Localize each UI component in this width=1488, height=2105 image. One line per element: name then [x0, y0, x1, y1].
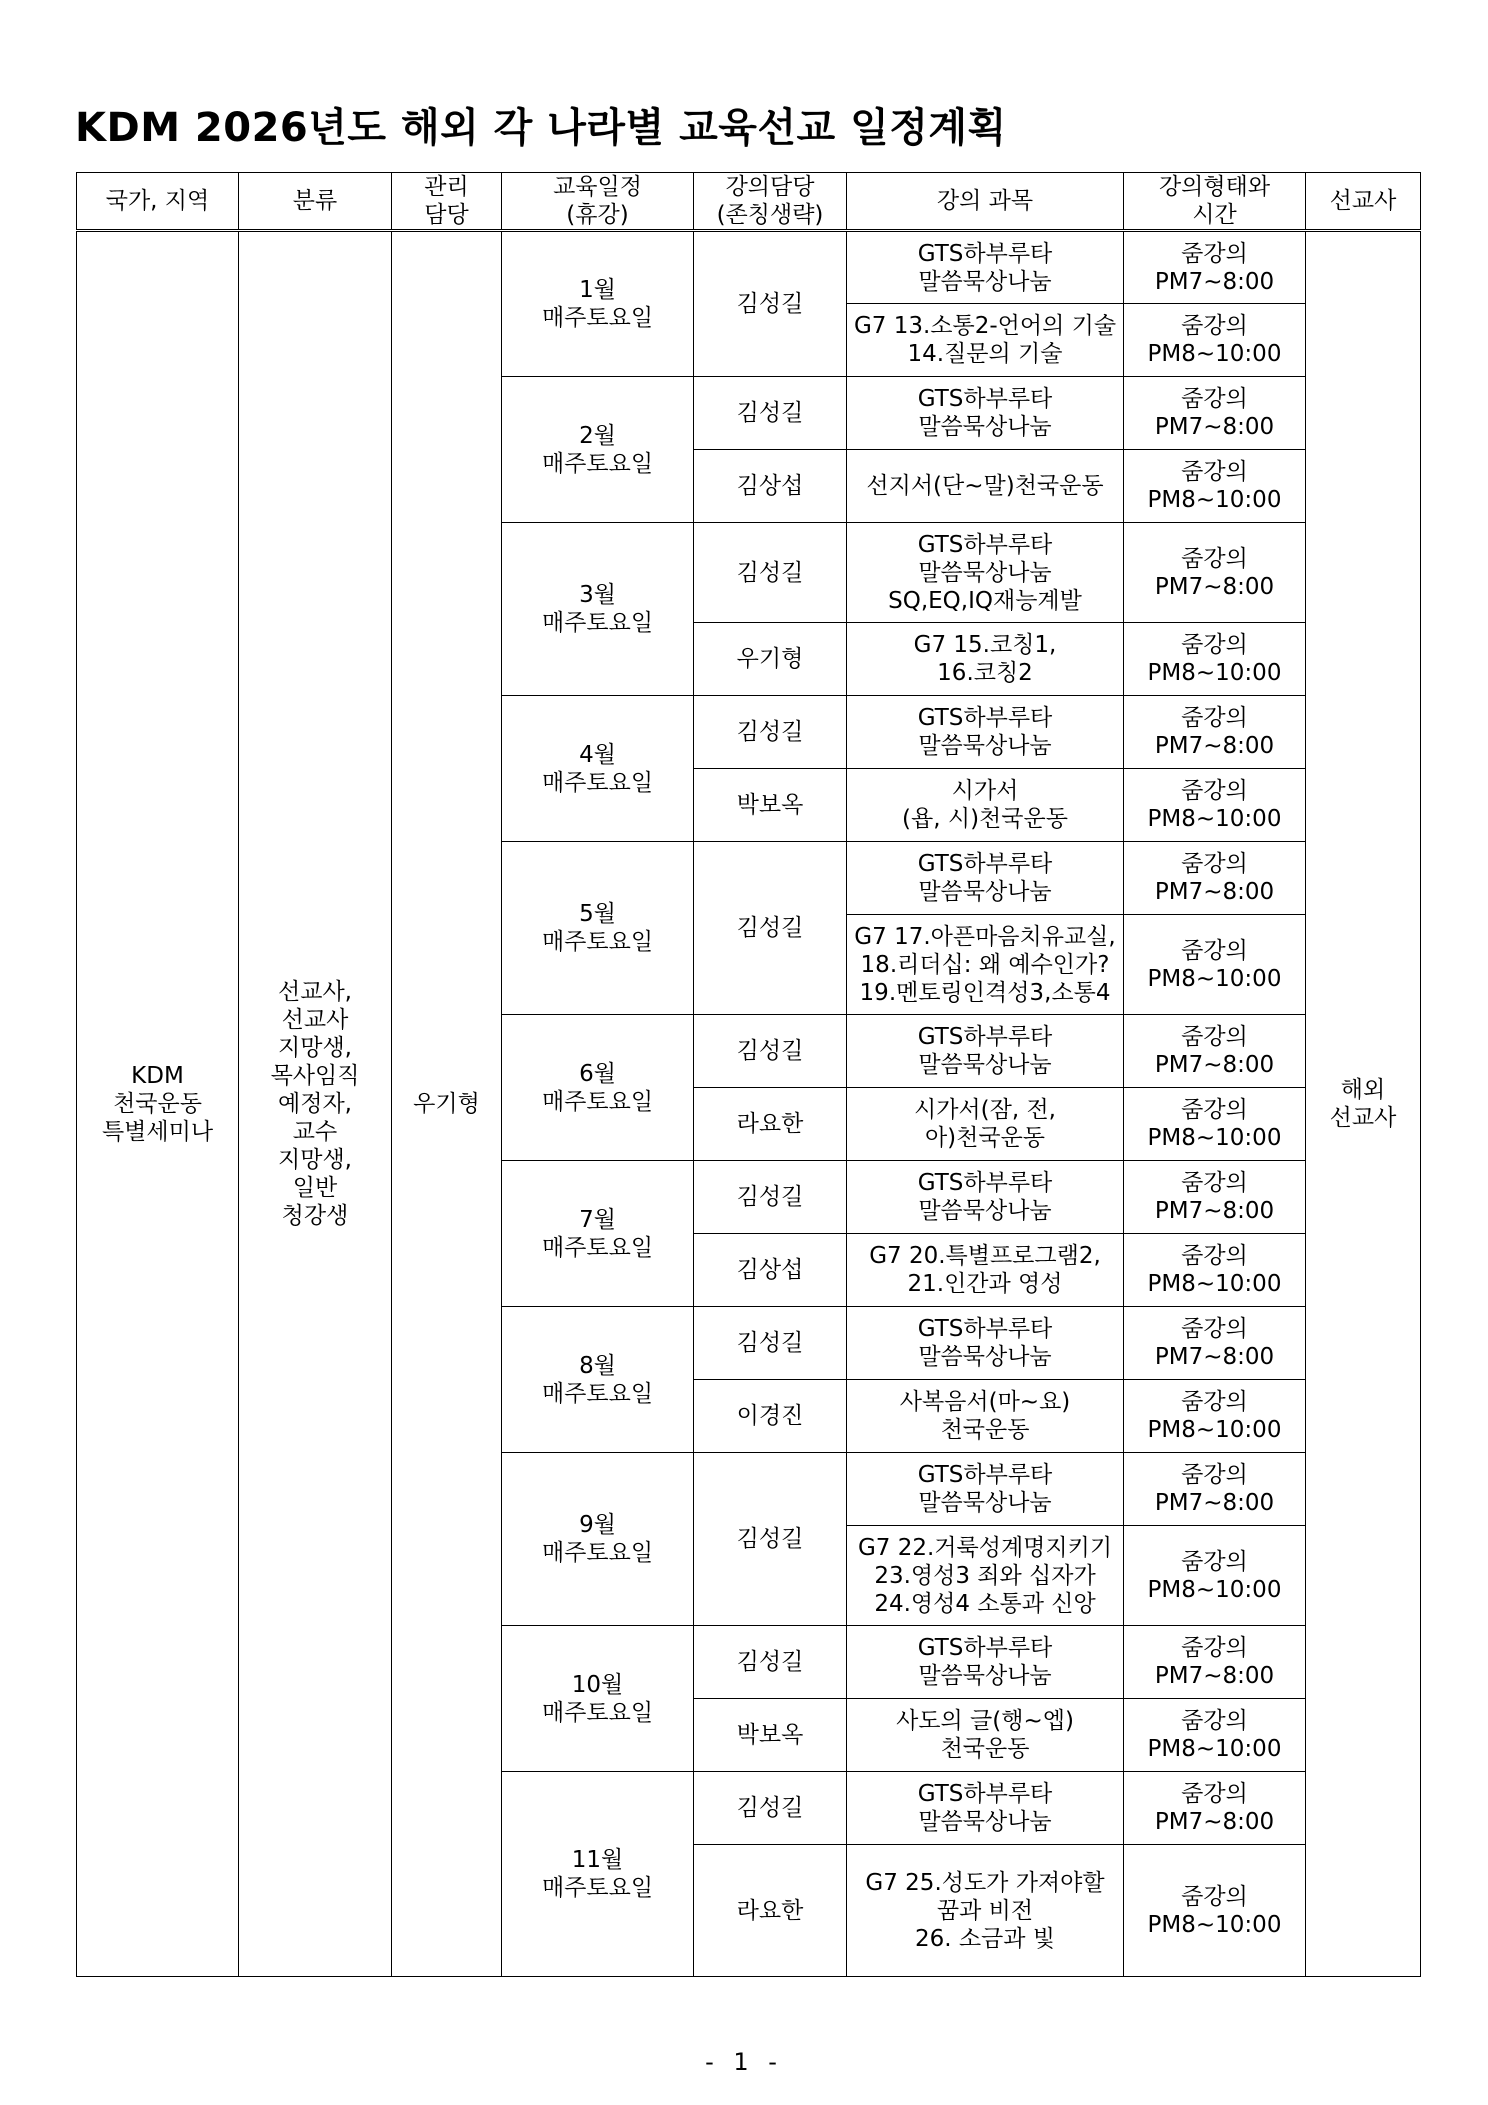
- format-cell: 줌강의 PM8~10:00: [1124, 1234, 1306, 1307]
- subject-cell: 시가서 (욥, 시)천국운동: [847, 769, 1124, 842]
- format-cell: 줌강의 PM7~8:00: [1124, 1772, 1306, 1845]
- header-format: 강의형태와 시간: [1124, 173, 1306, 231]
- schedule-cell: 8월 매주토요일: [502, 1307, 694, 1453]
- subject-cell: 선지서(단~말)천국운동: [847, 450, 1124, 523]
- format-cell: 줌강의 PM8~10:00: [1124, 1526, 1306, 1626]
- format-cell: 줌강의 PM8~10:00: [1124, 1380, 1306, 1453]
- lecturer-cell: 김성길: [694, 1161, 847, 1234]
- lecturer-cell: 라요한: [694, 1088, 847, 1161]
- schedule-cell: 5월 매주토요일: [502, 842, 694, 1015]
- lecturer-cell: 김성길: [694, 1307, 847, 1380]
- header-missionary: 선교사: [1306, 173, 1421, 231]
- subject-cell: G7 22.거룩성계명지키기 23.영성3 죄와 십자가 24.영성4 소통과 신앙: [847, 1526, 1124, 1626]
- format-cell: 줌강의 PM8~10:00: [1124, 450, 1306, 523]
- header-category: 분류: [239, 173, 392, 231]
- format-cell: 줌강의 PM7~8:00: [1124, 231, 1306, 304]
- lecturer-cell: 김성길: [694, 696, 847, 769]
- format-cell: 줌강의 PM7~8:00: [1124, 1307, 1306, 1380]
- lecturer-cell: 박보옥: [694, 1699, 847, 1772]
- format-cell: 줌강의 PM8~10:00: [1124, 1699, 1306, 1772]
- lecturer-cell: 김성길: [694, 1772, 847, 1845]
- schedule-cell: 3월 매주토요일: [502, 523, 694, 696]
- lecturer-cell: 김성길: [694, 1626, 847, 1699]
- subject-cell: G7 15.코칭1, 16.코칭2: [847, 623, 1124, 696]
- lecturer-cell: 이경진: [694, 1380, 847, 1453]
- lecturer-cell: 김성길: [694, 377, 847, 450]
- category-cell: 선교사, 선교사 지망생, 목사임직 예정자, 교수 지망생, 일반 청강생: [239, 231, 392, 1977]
- subject-cell: GTS하부루타 말씀묵상나눔: [847, 1626, 1124, 1699]
- format-cell: 줌강의 PM8~10:00: [1124, 915, 1306, 1015]
- format-cell: 줌강의 PM8~10:00: [1124, 1845, 1306, 1977]
- format-cell: 줌강의 PM8~10:00: [1124, 623, 1306, 696]
- page-number: - 1 -: [705, 2048, 783, 2076]
- lecturer-cell: 김상섭: [694, 450, 847, 523]
- subject-cell: GTS하부루타 말씀묵상나눔: [847, 377, 1124, 450]
- lecturer-cell: 우기형: [694, 623, 847, 696]
- header-country: 국가, 지역: [77, 173, 239, 231]
- subject-cell: G7 25.성도가 가져야할 꿈과 비전 26. 소금과 빛: [847, 1845, 1124, 1977]
- format-cell: 줌강의 PM7~8:00: [1124, 1015, 1306, 1088]
- lecturer-cell: 김성길: [694, 1453, 847, 1626]
- subject-cell: 사도의 글(행~엡) 천국운동: [847, 1699, 1124, 1772]
- subject-cell: GTS하부루타 말씀묵상나눔: [847, 231, 1124, 304]
- header-row: [77, 173, 1421, 231]
- schedule-cell: 2월 매주토요일: [502, 377, 694, 523]
- subject-cell: GTS하부루타 말씀묵상나눔: [847, 1015, 1124, 1088]
- format-cell: 줌강의 PM7~8:00: [1124, 696, 1306, 769]
- page-title: KDM 2026년도 해외 각 나라별 교육선교 일정계획: [75, 105, 1007, 151]
- format-cell: 줌강의 PM7~8:00: [1124, 1626, 1306, 1699]
- lecturer-cell: 김성길: [694, 231, 847, 377]
- schedule-cell: 11월 매주토요일: [502, 1772, 694, 1977]
- lecturer-cell: 라요한: [694, 1845, 847, 1977]
- missionary-cell: 해외 선교사: [1306, 231, 1421, 1977]
- lecturer-cell: 김성길: [694, 1015, 847, 1088]
- table-row: [77, 231, 1421, 304]
- lecturer-cell: 김성길: [694, 523, 847, 623]
- subject-cell: 사복음서(마~요) 천국운동: [847, 1380, 1124, 1453]
- subject-cell: GTS하부루타 말씀묵상나눔: [847, 1772, 1124, 1845]
- subject-cell: 시가서(잠, 전, 아)천국운동: [847, 1088, 1124, 1161]
- subject-cell: GTS하부루타 말씀묵상나눔: [847, 1453, 1124, 1526]
- format-cell: 줌강의 PM7~8:00: [1124, 842, 1306, 915]
- subject-cell: GTS하부루타 말씀묵상나눔: [847, 842, 1124, 915]
- format-cell: 줌강의 PM7~8:00: [1124, 377, 1306, 450]
- format-cell: 줌강의 PM7~8:00: [1124, 523, 1306, 623]
- format-cell: 줌강의 PM8~10:00: [1124, 304, 1306, 377]
- schedule-cell: 1월 매주토요일: [502, 231, 694, 377]
- subject-cell: GTS하부루타 말씀묵상나눔: [847, 696, 1124, 769]
- schedule-table: [76, 172, 1421, 1977]
- subject-cell: GTS하부루타 말씀묵상나눔: [847, 1161, 1124, 1234]
- manager-cell: 우기형: [392, 231, 502, 1977]
- subject-cell: GTS하부루타 말씀묵상나눔 SQ,EQ,IQ재능계발: [847, 523, 1124, 623]
- header-subject: 강의 과목: [847, 173, 1124, 231]
- subject-cell: GTS하부루타 말씀묵상나눔: [847, 1307, 1124, 1380]
- schedule-cell: 6월 매주토요일: [502, 1015, 694, 1161]
- lecturer-cell: 박보옥: [694, 769, 847, 842]
- format-cell: 줌강의 PM8~10:00: [1124, 769, 1306, 842]
- header-schedule: 교육일정 (휴강): [502, 173, 694, 231]
- schedule-cell: 9월 매주토요일: [502, 1453, 694, 1626]
- format-cell: 줌강의 PM8~10:00: [1124, 1088, 1306, 1161]
- lecturer-cell: 김성길: [694, 842, 847, 1015]
- subject-cell: G7 13.소통2-언어의 기술 14.질문의 기술: [847, 304, 1124, 377]
- header-lecturer: 강의담당 (존칭생략): [694, 173, 847, 231]
- header-manager: 관리 담당: [392, 173, 502, 231]
- country-cell: KDM 천국운동 특별세미나: [77, 231, 239, 1977]
- format-cell: 줌강의 PM7~8:00: [1124, 1453, 1306, 1526]
- format-cell: 줌강의 PM7~8:00: [1124, 1161, 1306, 1234]
- subject-cell: G7 17.아픈마음치유교실, 18.리더십: 왜 예수인가? 19.멘토링인격성3,소통4: [847, 915, 1124, 1015]
- schedule-cell: 7월 매주토요일: [502, 1161, 694, 1307]
- subject-cell: G7 20.특별프로그램2, 21.인간과 영성: [847, 1234, 1124, 1307]
- schedule-cell: 4월 매주토요일: [502, 696, 694, 842]
- schedule-cell: 10월 매주토요일: [502, 1626, 694, 1772]
- lecturer-cell: 김상섭: [694, 1234, 847, 1307]
